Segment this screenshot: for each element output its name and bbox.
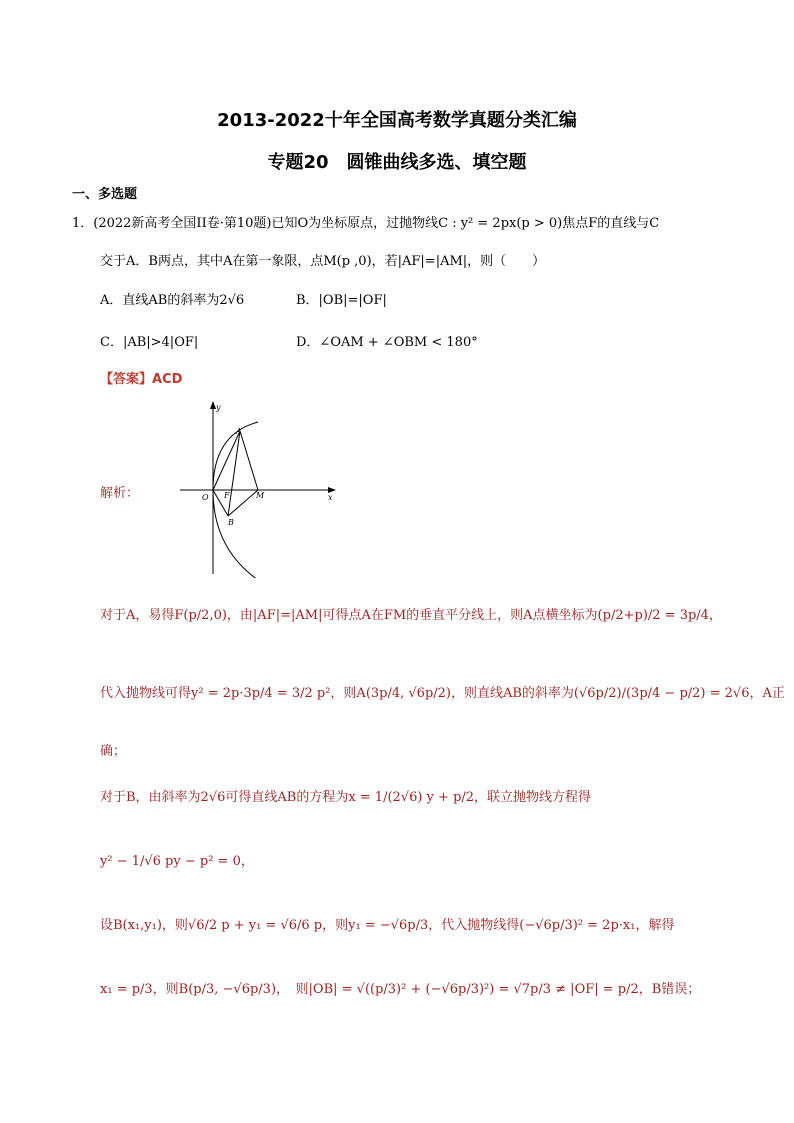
analysis-line-3: 确； (100, 744, 127, 759)
fig-label-m: M (256, 491, 265, 500)
parabola-figure (180, 398, 340, 578)
question-stem-text1: 已知O为坐标原点，过抛物线C : y² = 2px(p > 0)焦点F的直线与C (271, 216, 660, 231)
segment-am (240, 431, 258, 490)
question-stem-line1 (72, 212, 659, 231)
segment-bm (228, 490, 258, 516)
analysis-line-1: 对于A，易得F(p/2,0)，由|AF|=|AM|可得点A在FM的垂直平分线上，则A点横坐标为(p/2+p)/2 = 3p/4， (100, 608, 722, 623)
analysis-line-5: y² − 1/√6 py − p² = 0， (100, 854, 254, 869)
answer-label: 【答案】 (100, 372, 153, 387)
analysis-line-6: 设B(x₁,y₁)，则√6/2 p + y₁ = √6/6 p，则y₁ = −√6p/3，代入抛物线得(−√6p/3)² = 2p·x₁，解得 (100, 918, 675, 933)
question-number: 1． (72, 216, 94, 231)
option-b: B．|OB|=|OF| (296, 293, 387, 308)
fig-label-b: B (228, 518, 234, 527)
fig-label-x: x (328, 493, 333, 502)
fig-label-y: y (216, 403, 221, 412)
parabola-curve (213, 422, 258, 578)
option-c: C．|AB|>4|OF| (100, 335, 199, 350)
analysis-line-7: x₁ = p/3，则B(p/3, −√6p/3)， 则|OB| = √((p/3)² + (−√6p/3)²) = √7p/3 ≠ |OF| = p/2，B错误； (100, 982, 701, 997)
answer-value: ACD (152, 372, 183, 387)
analysis-label: 解析： (100, 486, 140, 501)
fig-label-o: O (202, 493, 209, 502)
option-a: A．直线AB的斜率为2√6 (100, 293, 245, 308)
question-source: (2022新高考全国II卷·第10题) (93, 216, 272, 231)
page-title: 2013-2022十年全国高考数学真题分类汇编 (217, 110, 577, 131)
question-stem-line2: 交于A．B两点，其中A在第一象限，点M(p ,0)，若|AF|=|AM|，则（ ） (100, 254, 546, 269)
section-heading: 一、多选题 (72, 187, 138, 202)
page-subtitle: 专题20 圆锥曲线多选、填空题 (267, 152, 527, 173)
fig-label-a: A (236, 427, 242, 436)
analysis-line-2: 代入抛物线可得y² = 2p·3p/4 = 3/2 p²，则A(3p/4, √6p/2)，则直线AB的斜率为(√6p/2)/(3p/4 − p/2) = 2√6，A正 (100, 686, 785, 701)
fig-label-f: F (224, 491, 230, 500)
analysis-line-4: 对于B，由斜率为2√6可得直线AB的方程为x = 1/(2√6) y + p/2，联立抛物线方程得 (100, 790, 592, 805)
answer-line (100, 368, 182, 387)
option-d: D．∠OAM + ∠OBM < 180° (296, 335, 478, 350)
